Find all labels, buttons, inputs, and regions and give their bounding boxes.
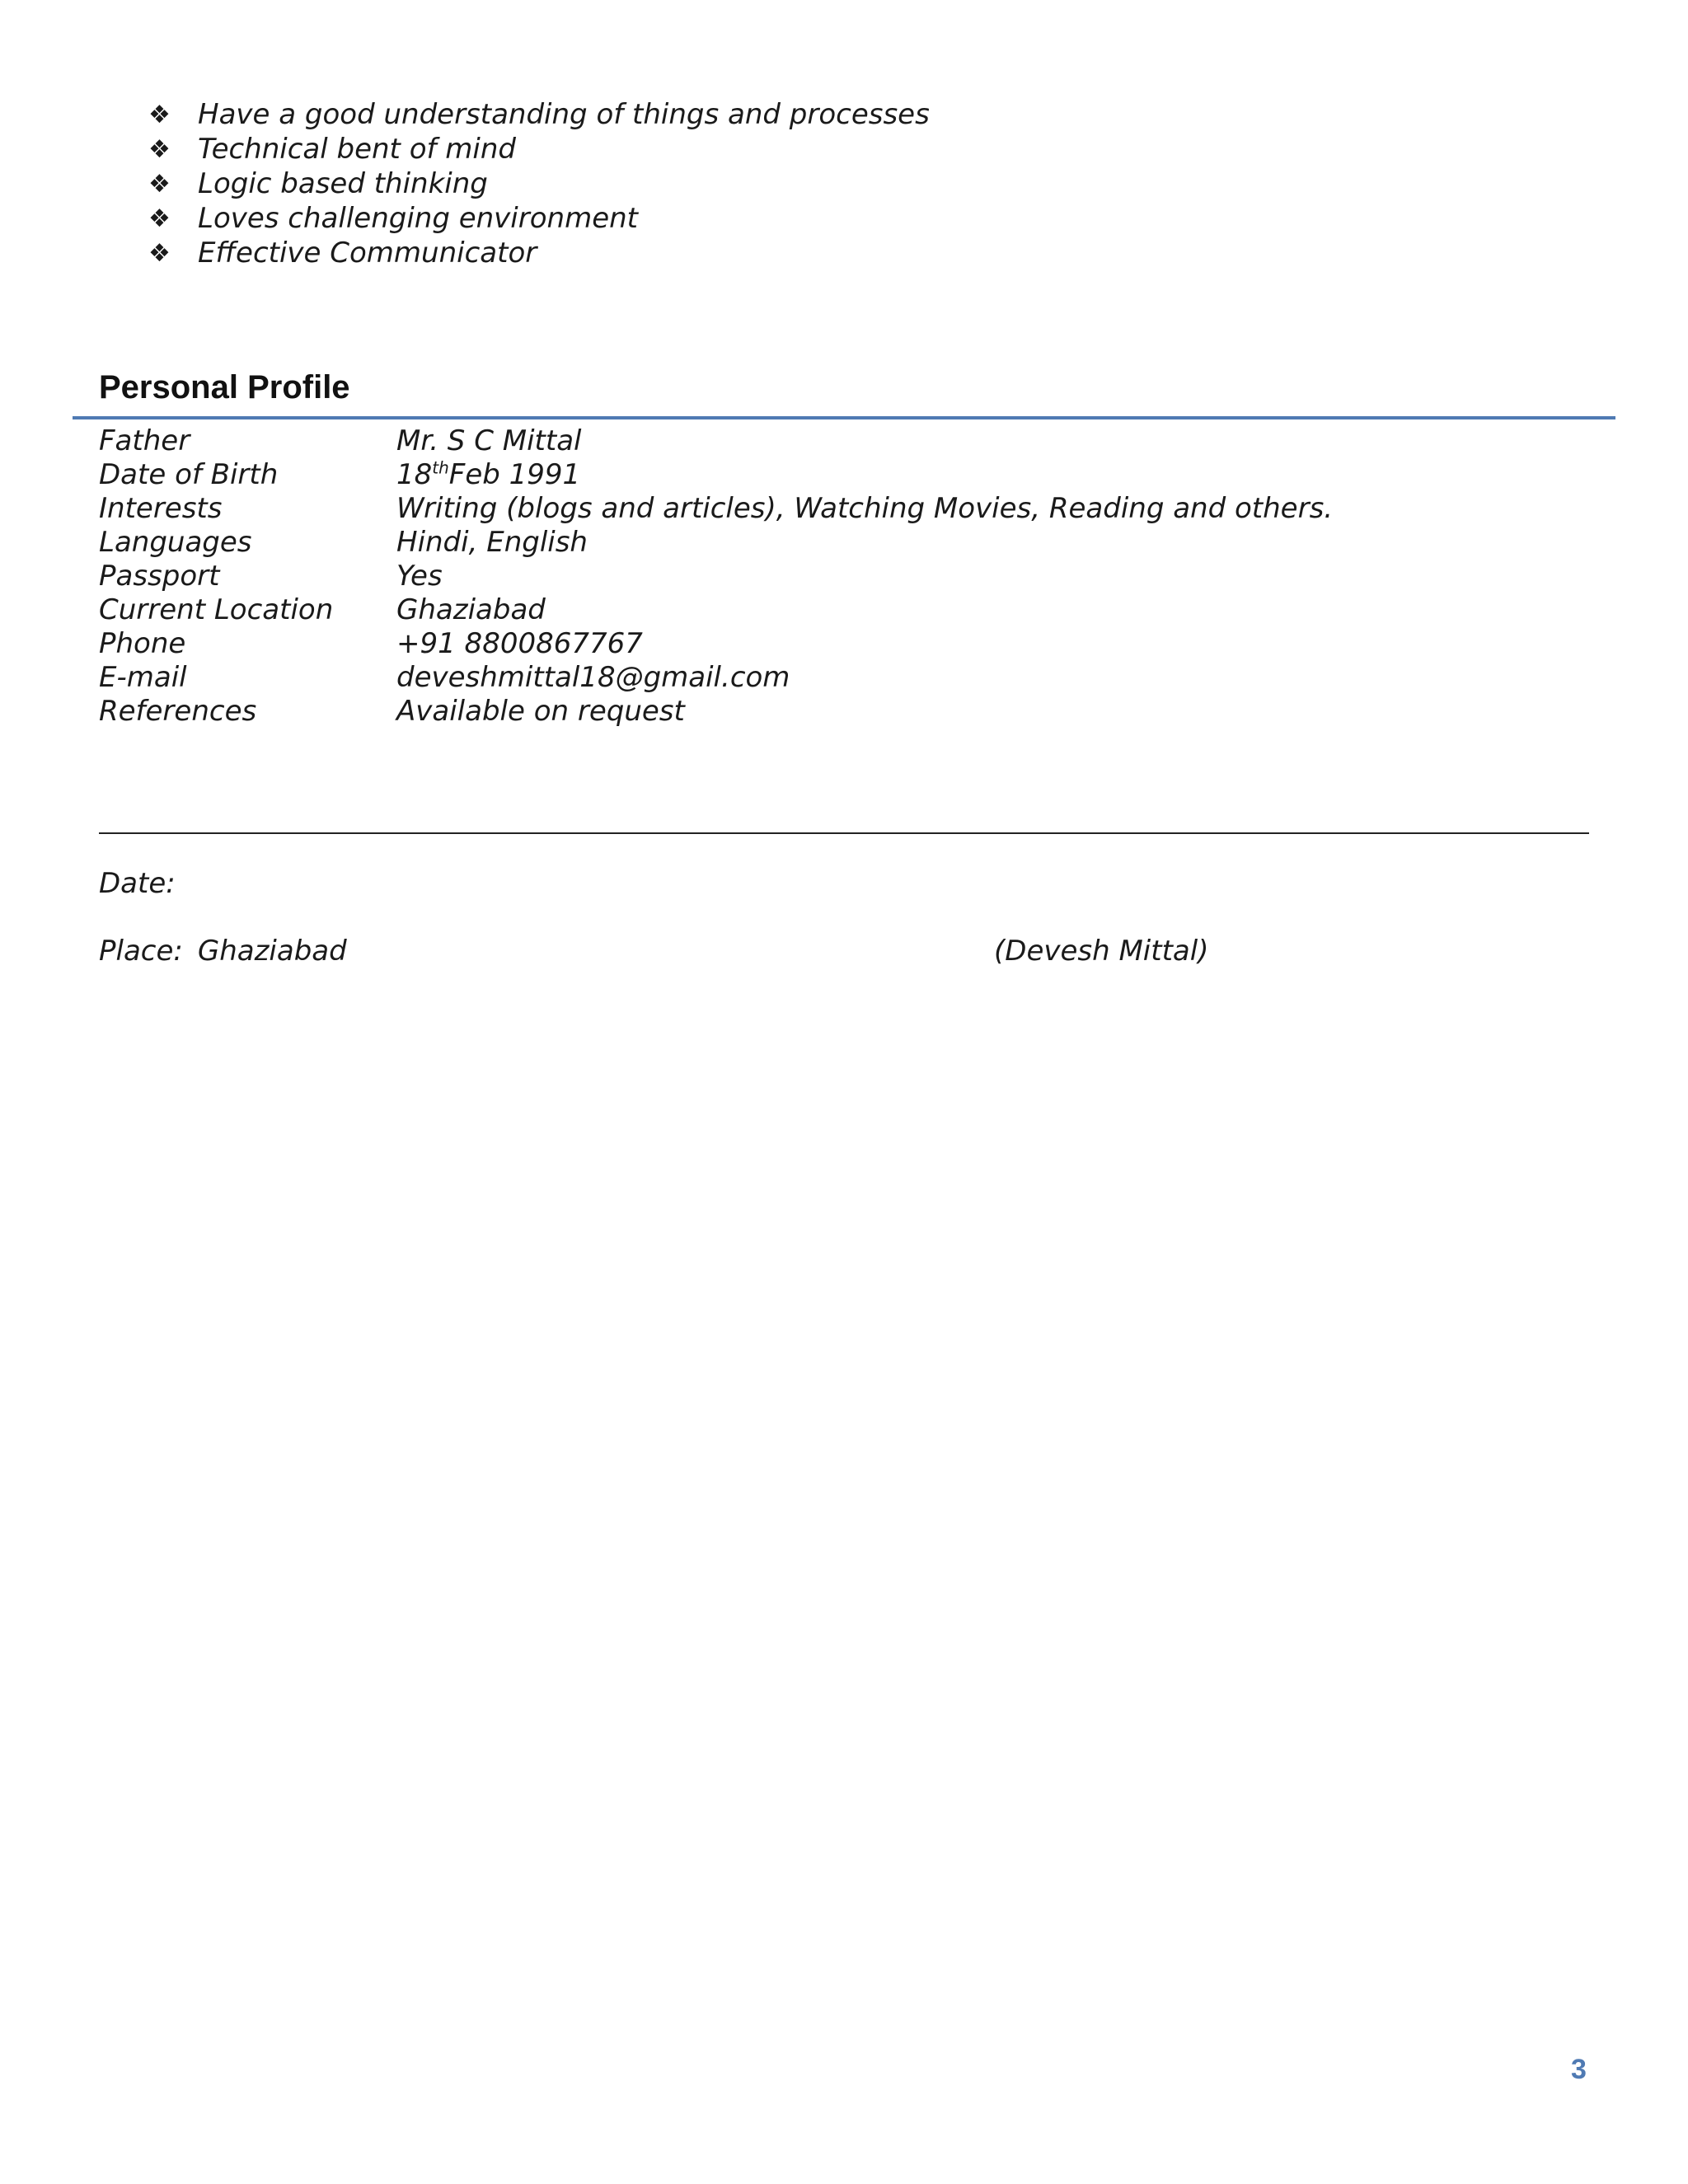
profile-row-date-of-birth — [99, 457, 1333, 491]
profile-value: Mr. S C Mittal — [396, 424, 582, 457]
diamond-bullet-icon: ❖ — [148, 134, 171, 164]
list-item — [148, 97, 930, 132]
section-divider — [73, 416, 1615, 419]
diamond-bullet-icon: ❖ — [148, 100, 171, 129]
profile-value: Yes — [396, 559, 443, 593]
place-label: Place: — [99, 935, 183, 968]
profile-label: E-mail — [99, 660, 187, 694]
place-value: Ghaziabad — [197, 935, 347, 968]
date-line — [99, 867, 176, 900]
profile-row-current-location — [99, 593, 1333, 626]
section-title-personal-profile: Personal Profile — [99, 369, 350, 405]
profile-row-references — [99, 694, 1333, 728]
profile-label: Current Location — [99, 593, 334, 626]
profile-row-email — [99, 660, 1333, 694]
list-item — [148, 201, 930, 236]
strength-text: Logic based thinking — [198, 167, 488, 200]
list-item — [148, 132, 930, 166]
personal-profile-table — [99, 424, 1333, 728]
profile-label: Father — [99, 424, 190, 457]
profile-label: Date of Birth — [99, 457, 279, 491]
profile-value: Ghaziabad — [396, 593, 546, 626]
place-line — [99, 935, 347, 968]
profile-row-interests — [99, 491, 1333, 525]
strength-text: Effective Communicator — [198, 237, 537, 269]
profile-value: Available on request — [396, 694, 685, 728]
profile-label: Languages — [99, 525, 252, 559]
footer-divider — [99, 832, 1589, 834]
page-number: 3 — [1571, 2054, 1587, 2085]
profile-row-phone — [99, 626, 1333, 660]
strength-text: Have a good understanding of things and processes — [198, 98, 930, 131]
diamond-bullet-icon: ❖ — [148, 204, 171, 233]
diamond-bullet-icon: ❖ — [148, 169, 171, 199]
profile-row-father — [99, 424, 1333, 457]
profile-label: Passport — [99, 559, 220, 593]
profile-row-passport — [99, 559, 1333, 593]
signature-name: (Devesh Mittal) — [994, 935, 1209, 968]
profile-value: +91 8800867767 — [396, 626, 643, 660]
profile-label: Interests — [99, 491, 223, 525]
profile-value: Hindi, English — [396, 525, 588, 559]
dob-suffix: th — [432, 457, 449, 478]
profile-value — [396, 458, 580, 491]
diamond-bullet-icon: ❖ — [148, 238, 171, 268]
strength-text: Technical bent of mind — [198, 133, 516, 166]
profile-value: Writing (blogs and articles), Watching Movies, Reading and others. — [396, 491, 1334, 525]
list-item — [148, 236, 930, 270]
date-label: Date: — [99, 867, 176, 900]
profile-label: References — [99, 694, 257, 728]
list-item — [148, 166, 930, 201]
dob-day: 18 — [396, 457, 433, 491]
profile-value: deveshmittal18@gmail.com — [396, 660, 790, 694]
profile-label: Phone — [99, 626, 186, 660]
profile-row-languages — [99, 525, 1333, 559]
dob-rest: Feb 1991 — [448, 457, 581, 491]
strength-text: Loves challenging environment — [198, 202, 638, 235]
strengths-list — [148, 97, 930, 270]
